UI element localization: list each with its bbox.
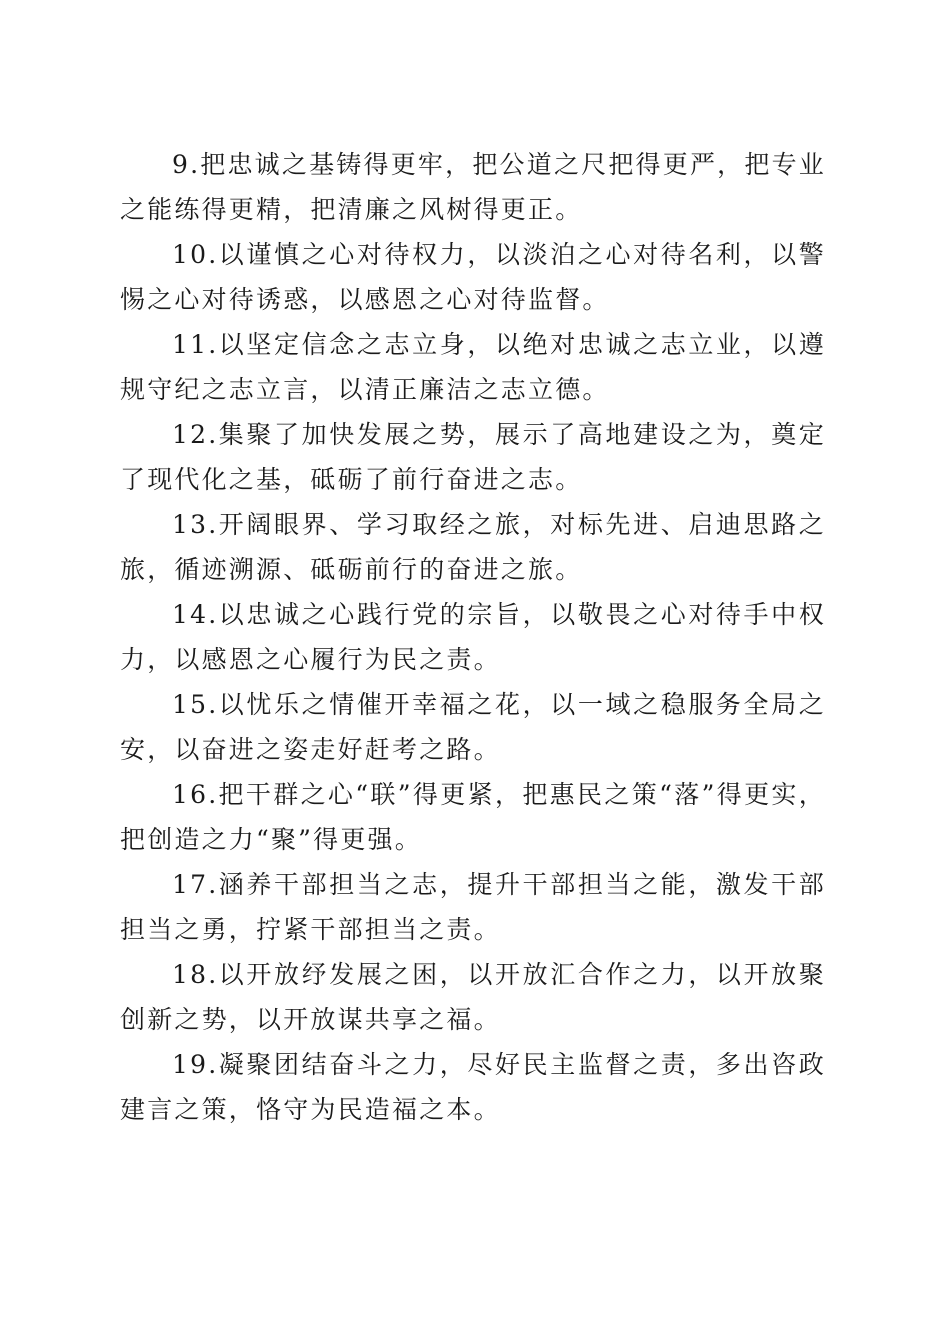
list-item-11: 11.以坚定信念之志立身，以绝对忠诚之志立业，以遵规守纪之志立言，以清正廉洁之志立德。 — [120, 330, 826, 404]
list-item-14: 14.以忠诚之心践行党的宗旨，以敬畏之心对待手中权力，以感恩之心履行为民之责。 — [120, 600, 826, 674]
document-body — [120, 142, 826, 1132]
list-item-18: 18.以开放纾发展之困，以开放汇合作之力，以开放聚创新之势，以开放谋共享之福。 — [120, 960, 826, 1034]
list-item-13: 13.开阔眼界、学习取经之旅，对标先进、启迪思路之旅，循迹溯源、砥砺前行的奋进之旅。 — [120, 510, 826, 584]
list-item-15: 15.以忧乐之情催开幸福之花，以一域之稳服务全局之安，以奋进之姿走好赶考之路。 — [120, 690, 826, 764]
list-item-10: 10.以谨慎之心对待权力，以淡泊之心对待名利，以警惕之心对待诱惑，以感恩之心对待监督。 — [120, 240, 826, 314]
list-item-17: 17.涵养干部担当之志，提升干部担当之能，激发干部担当之勇，拧紧干部担当之责。 — [120, 870, 826, 944]
list-item-19: 19.凝聚团结奋斗之力，尽好民主监督之责，多出咨政建言之策，恪守为民造福之本。 — [120, 1050, 826, 1124]
list-item-9: 9.把忠诚之基铸得更牢，把公道之尺把得更严，把专业之能练得更精，把清廉之风树得更正。 — [120, 150, 826, 224]
list-item-16: 16.把干群之心“联”得更紧，把惠民之策“落”得更实，把创造之力“聚”得更强。 — [120, 780, 826, 854]
list-item-12: 12.集聚了加快发展之势，展示了高地建设之为，奠定了现代化之基，砥砺了前行奋进之志。 — [120, 420, 826, 494]
